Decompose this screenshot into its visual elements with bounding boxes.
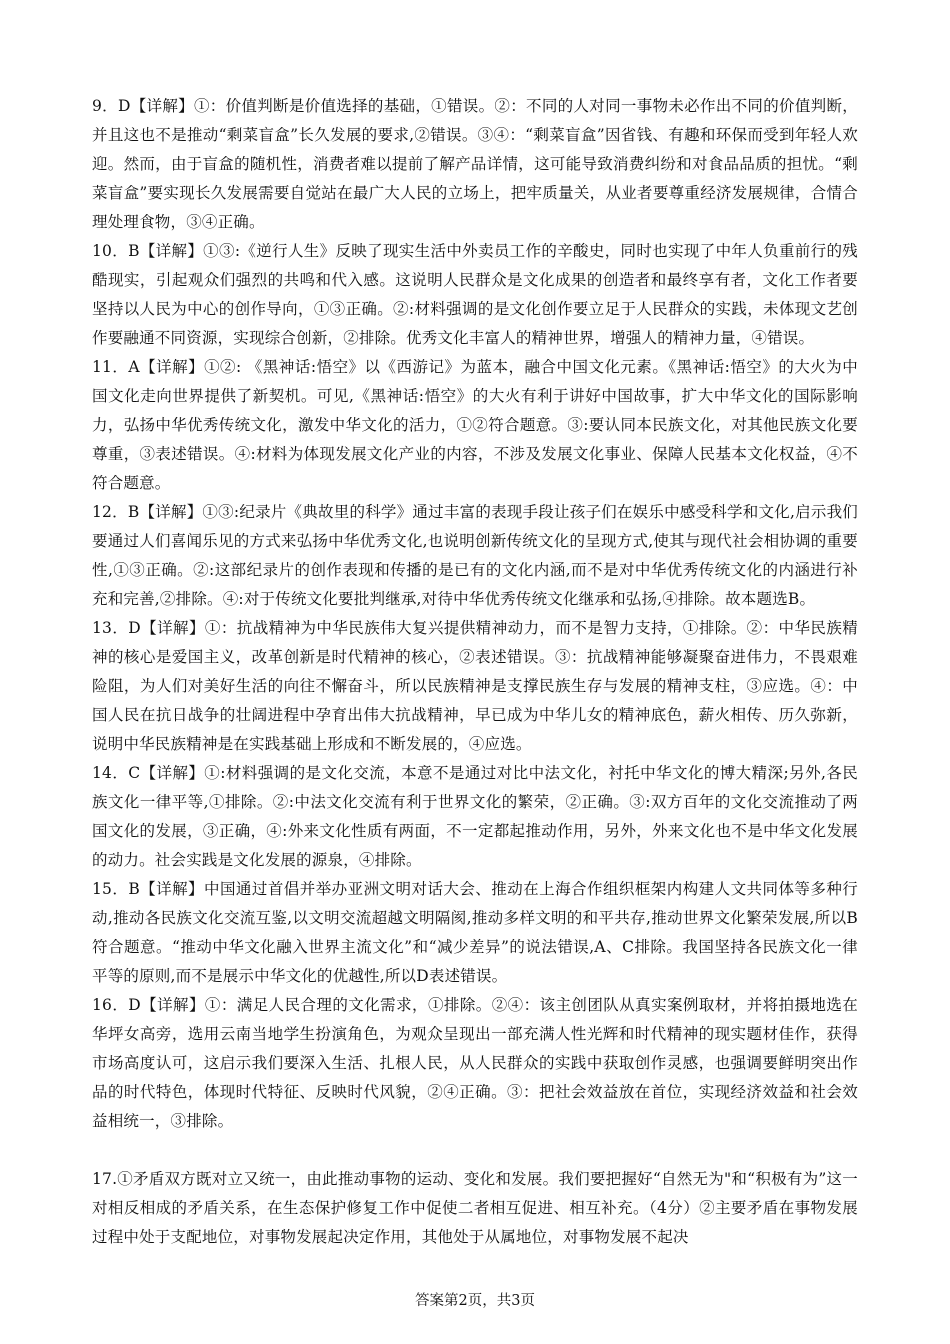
answer-10: 10．B【详解】①③:《逆行人生》反映了现实生活中外卖员工作的辛酸史，同时也实现了中年人负重前行的残酷现实，引起观众们强烈的共鸣和代入感。这说明人民群众是文化成果的创造者和最终享有者，文化工作者要坚持以人民为中心的创作导向，①③正确。②:材料强调的是文化创作要立足于人民群众的实践，未体现文艺创作要融通不同资源，实现综合创新，②排除。优秀文化丰富人的精神世界，增强人的精神力量，④错误。 [92, 242, 858, 347]
answer-12: 12．B【详解】①③:纪录片《典故里的科学》通过丰富的表现手段让孩子们在娱乐中感受科学和文化,启示我们要通过人们喜闻乐见的方式来弘扬中华优秀文化,也说明创新传统文化的呈现方式,使其与现代社会相协调的重要性,①③正确。②:这部纪录片的创作表现和传播的是已有的文化内涵,而不是对中华优秀传统文化的内涵进行补充和完善,②排除。④:对于传统文化要批判继承,对待中华优秀传统文化继承和弘扬,④排除。故本题选B。 [92, 503, 858, 608]
page-footer: 答案第2页，共3页 [415, 1293, 535, 1309]
answer-11: 11．A【详解】①②: 《黑神话:悟空》以《西游记》为蓝本，融合中国文化元素。《黑神话:悟空》的大火为中国文化走向世界提供了新契机。可见,《黑神话:悟空》的大火有利于讲好中国故事，扩大中华文化的国际影响力，弘扬中华优秀传统文化，激发中华文化的活力，①②符合题意。③:要认同本民族文化，对其他民族文化要尊重，③表述错误。④:材料为体现发展文化产业的内容，不涉及发展文化事业、保障人民基本文化权益，④不符合题意。 [92, 358, 858, 492]
answer-16: 16．D【详解】①：满足人民合理的文化需求，①排除。②④：该主创团队从真实案例取材，并将拍摄地选在华坪女高旁，选用云南当地学生扮演角色，为观众呈现出一部充满人性光辉和时代精神的现实题材佳作，获得市场高度认可，这启示我们要深入生活、扎根人民，从人民群众的实践中获取创作灵感，也强调要鲜明突出作品的时代特色，体现时代特征、反映时代风貌，②④正确。③：把社会效益放在首位，实现经济效益和社会效益相统一，③排除。 [92, 996, 858, 1130]
answer-17: 17.①矛盾双方既对立又统一，由此推动事物的运动、变化和发展。我们要把握好“自然无为"和“积极有为”这一对相反相成的矛盾关系，在生态保护修复工作中促使二者相互促进、相互补充。（4分）②主要矛盾在事物发展过程中处于支配地位，对事物发展起决定作用，其他处于从属地位，对事物发展不起决 [92, 1170, 858, 1246]
answer-13: 13．D【详解】①：抗战精神为中华民族伟大复兴提供精神动力，而不是智力支持，①排除。②：中华民族精神的核心是爱国主义，改革创新是时代精神的核心，②表述错误。③：抗战精神能够凝聚奋进伟力，不畏艰难险阻，为人们对美好生活的向往不懈奋斗，所以民族精神是支撑民族生存与发展的精神支柱，③应选。④：中国人民在抗日战争的壮阔进程中孕育出伟大抗战精神，早已成为中华儿女的精神底色，薪火相传、历久弥新，说明中华民族精神是在实践基础上形成和不断发展的，④应选。 [92, 619, 858, 753]
answer-14: 14．C【详解】①:材料强调的是文化交流，本意不是通过对比中法文化，衬托中华文化的博大精深;另外,各民族文化一律平等,①排除。②:中法文化交流有利于世界文化的繁荣，②正确。③:双方百年的文化交流推动了两国文化的发展，③正确，④:外来文化性质有两面，不一定都起推动作用，另外，外来文化也不是中华文化发展的动力。社会实践是文化发展的源泉，④排除。 [92, 764, 858, 869]
section-gap [92, 1136, 858, 1165]
answer-9: 9．D【详解】①：价值判断是价值选择的基础，①错误。②：不同的人对同一事物未必作出不同的价值判断，并且这也不是推动“剩菜盲盒”长久发展的要求,②错误。③④：“剩菜盲盒”因省钱、有趣和环保而受到年轻人欢迎。然而，由于盲盒的随机性，消费者难以提前了解产品详情，这可能导致消费纠纷和对食品品质的担忧。“剩菜盲盒”要实现长久发展需要自觉站在最广大人民的立场上，把牢质量关，从业者要尊重经济发展规律，合情合理处理食物，③④正确。 [92, 97, 858, 231]
answer-sheet-page [92, 92, 858, 1252]
answer-15: 15．B【详解】中国通过首倡并举办亚洲文明对话大会、推动在上海合作组织框架内构建人文共同体等多种行动,推动各民族文化交流互鉴,以文明交流超越文明隔阂,推动多样文明的和平共存,推动世界文化繁荣发展,所以B符合题意。“推动中华文化融入世界主流文化”和“减少差异”的说法错误,A、C排除。我国坚持各民族文化一律平等的原则,而不是展示中华文化的优越性,所以D表述错误。 [92, 880, 858, 985]
